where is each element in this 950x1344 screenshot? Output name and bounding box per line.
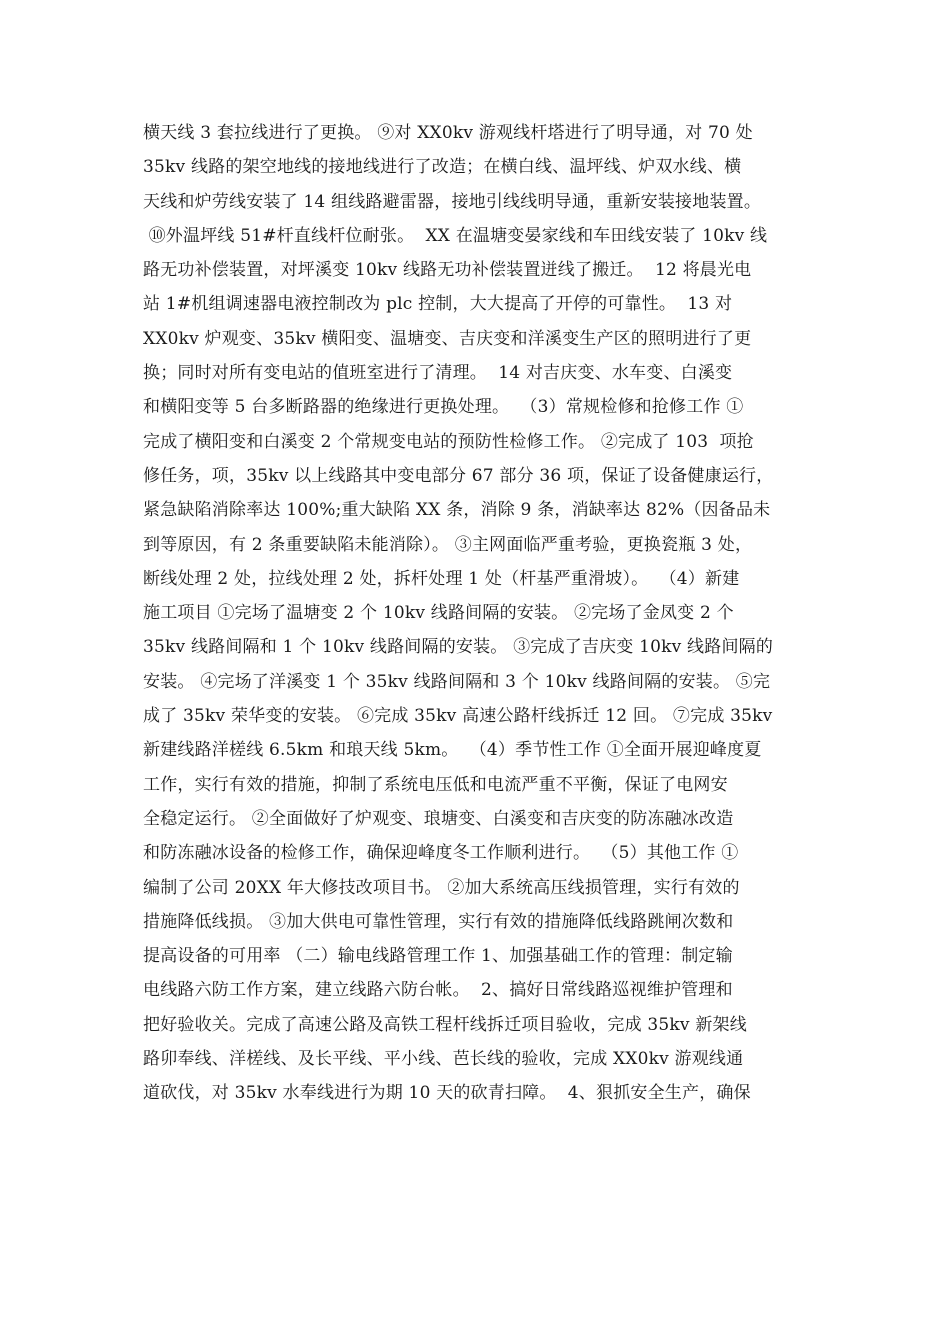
text-line: 修任务，项，35kv 以上线路其中变电部分 67 部分 36 项，保证了设备健康运行， <box>143 465 774 486</box>
text-line: 道砍伐，对 35kv 水奉线进行为期 10 天的砍青扫障。 4、狠抓安全生产，确保 <box>143 1083 751 1104</box>
text-line: 和防冻融冰设备的检修工作，确保迎峰度冬工作顺利进行。 （5）其他工作 ① <box>143 843 739 864</box>
text-line: 35kv 线路的架空地线的接地线进行了改造；在横白线、温坪线、炉双水线、横 <box>143 157 742 178</box>
text-line: 路无功补偿装置，对坪溪变 10kv 线路无功补偿装置迸线了搬迁。 12 将晨光电 <box>143 260 752 281</box>
text-line: 电线路六防工作方案，建立线路六防台帐。 2、搞好日常线路巡视维护管理和 <box>143 980 733 1001</box>
text-line: 提高设备的可用率 （二）输电线路管理工作 1、加强基础工作的管理：制定输 <box>143 946 733 967</box>
text-line: 安装。 ④完场了洋溪变 1 个 35kv 线路间隔和 3 个 10kv 线路间隔的安装。 ⑤完 <box>143 671 771 692</box>
text-line: 编制了公司 20XX 年大修技改项目书。 ②加大系统高压线损管理，实行有效的 <box>143 877 740 898</box>
text-line: 施工项目 ①完场了温塘变 2 个 10kv 线路间隔的安装。 ②完场了金凤变 2 个 <box>143 603 734 624</box>
text-line: 35kv 线路间隔和 1 个 10kv 线路间隔的安装。 ③完成了吉庆变 10kv 线路间隔的 <box>143 637 774 658</box>
text-line: XX0kv 炉观变、35kv 横阳变、温塘变、吉庆变和洋溪变生产区的照明进行了更 <box>143 328 752 349</box>
text-line: 新建线路洋槎线 6.5km 和琅天线 5km。 （4）季节性工作 ①全面开展迎峰度夏 <box>143 740 762 761</box>
text-line: 成了 35kv 荣华变的安装。 ⑥完成 35kv 高速公路杆线拆迁 12 回。 ⑦完成 35kv <box>143 706 773 727</box>
text-line: 天线和炉劳线安装了 14 组线路避雷器，接地引线线明导通，重新安装接地装置。 <box>143 191 762 212</box>
text-line: 到等原因，有 2 条重要缺陷未能消除）。 ③主网面临严重考验，更换瓷瓶 3 处， <box>143 534 753 555</box>
body-text <box>143 116 823 1111</box>
text-line: 措施降低线损。 ③加大供电可靠性管理，实行有效的措施降低线路跳闸次数和 <box>143 911 734 932</box>
text-line: 完成了横阳变和白溪变 2 个常规变电站的预防性检修工作。 ②完成了 103 项抢 <box>143 431 754 452</box>
text-line: 站 1#机组调速器电液控制改为 plc 控制，大大提高了开停的可靠性。 13 对 <box>143 294 733 315</box>
text-line: 路卯奉线、洋槎线、及长平线、平小线、芭长线的验收，完成 XX0kv 游观线通 <box>143 1049 744 1070</box>
text-line: 换；同时对所有变电站的值班室进行了清理。 14 对吉庆变、水车变、白溪变 <box>143 363 733 384</box>
text-line: 和横阳变等 5 台多断路器的绝缘进行更换处理。 （3）常规检修和抢修工作 ① <box>143 397 744 418</box>
text-line: 断线处理 2 处，拉线处理 2 处，拆杆处理 1 处（杆基严重滑坡）。 （4）新建 <box>143 568 740 589</box>
text-line: 工作，实行有效的措施，抑制了系统电压低和电流严重不平衡，保证了电网安 <box>143 774 728 795</box>
text-line: ⑩外温坪线 51#杆直线杆位耐张。 XX 在温塘变晏家线和车田线安装了 10kv 线 <box>143 225 768 246</box>
text-line: 把好验收关。完成了高速公路及高铁工程杆线拆迁项目验收，完成 35kv 新架线 <box>143 1014 747 1035</box>
text-line: 全稳定运行。 ②全面做好了炉观变、琅塘变、白溪变和吉庆变的防冻融冰改造 <box>143 808 734 829</box>
text-line: 横天线 3 套拉线进行了更换。 ⑨对 XX0kv 游观线杆塔进行了明导通，对 70 处 <box>143 123 753 143</box>
text-line: 紧急缺陷消除率达 100%;重大缺陷 XX 条，消除 9 条，消缺率达 82%（因备品未 <box>143 500 771 521</box>
